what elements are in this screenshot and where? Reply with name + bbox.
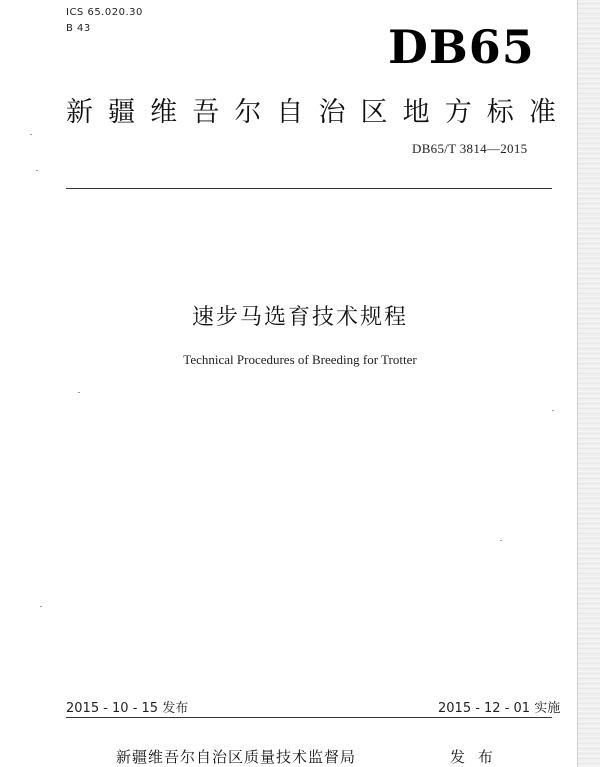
authority-heading-char: 区 xyxy=(360,97,388,128)
ics-code: ICS 65.020.30 xyxy=(66,7,143,18)
header-rule xyxy=(66,188,552,189)
authority-heading-char: 尔 xyxy=(234,97,262,128)
classification-code: B 43 xyxy=(66,23,91,34)
issuing-agency: 新疆维吾尔自治区质量技术监督局 xyxy=(116,748,357,766)
authority-heading-char: 治 xyxy=(318,97,346,128)
standard-number: DB65/T 3814—2015 xyxy=(412,141,528,156)
scan-speck xyxy=(78,392,80,393)
scan-speck xyxy=(552,410,554,411)
title-english: Technical Procedures of Breeding for Trotter xyxy=(183,352,417,367)
db65-logo: DB65 xyxy=(388,20,535,74)
authority-heading-char: 方 xyxy=(444,97,472,128)
authority-heading-char: 自 xyxy=(276,97,304,128)
authority-heading-char: 维 xyxy=(150,97,178,128)
authority-heading xyxy=(66,90,556,129)
scan-speck xyxy=(500,540,502,541)
title-chinese: 速步马选育技术规程 xyxy=(191,305,408,330)
authority-heading-char: 疆 xyxy=(108,97,136,128)
authority-heading-char: 标 xyxy=(486,97,514,128)
issue-label: 发 布 xyxy=(450,748,497,766)
scan-edge-shadow xyxy=(578,0,600,767)
authority-heading-char: 地 xyxy=(402,97,430,128)
publish-date: 2015 - 10 - 15 发布 xyxy=(66,701,189,716)
scan-speck xyxy=(30,134,32,135)
scan-speck xyxy=(40,606,42,607)
authority-heading-char: 准 xyxy=(528,97,556,128)
authority-heading-char: 新 xyxy=(66,97,93,128)
authority-heading-char: 吾 xyxy=(192,97,220,128)
scan-speck xyxy=(36,170,38,171)
implementation-date: 2015 - 12 - 01 实施 xyxy=(438,701,561,716)
footer-rule xyxy=(66,717,552,718)
